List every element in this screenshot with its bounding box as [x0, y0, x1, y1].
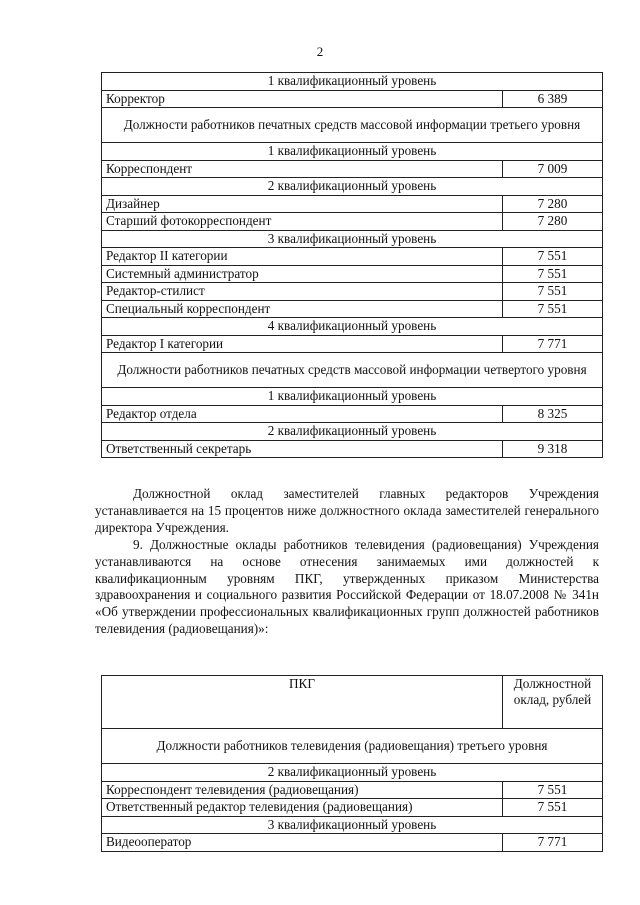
table-row — [102, 248, 603, 266]
paragraph-tv-salaries — [95, 537, 599, 638]
table-body — [102, 729, 603, 852]
salary-value: 7 771 — [503, 834, 603, 852]
position-name: Корреспондент — [102, 160, 503, 178]
header-salary: Должностной оклад, рублей — [503, 676, 603, 729]
table-row — [102, 195, 603, 213]
group-heading: Должности работников телевидения (радиовещания) третьего уровня — [102, 729, 603, 764]
salary-value: 6 389 — [502, 90, 602, 108]
group-heading-row — [102, 230, 603, 248]
position-name: Видеооператор — [102, 834, 503, 852]
position-name: Ответственный редактор телевидения (радиовещания) — [102, 799, 503, 817]
salary-value: 7 551 — [502, 300, 602, 318]
group-heading: Должности работников печатных средств массовой информации четвертого уровня — [102, 353, 603, 388]
table-row — [102, 440, 603, 458]
table-row — [102, 405, 603, 423]
group-heading-row — [102, 353, 603, 388]
table-row — [102, 799, 603, 817]
table-row — [102, 213, 603, 231]
group-heading-row — [102, 318, 603, 336]
group-heading-row — [102, 729, 603, 764]
header-pkg: ПКГ — [102, 676, 503, 729]
table-row — [102, 160, 603, 178]
table-row — [102, 90, 603, 108]
position-name: Системный администратор — [102, 265, 503, 283]
group-heading: 3 квалификационный уровень — [102, 816, 603, 834]
salary-value: 7 551 — [502, 283, 602, 301]
position-name: Ответственный секретарь — [102, 440, 503, 458]
page-number: 2 — [316, 44, 324, 59]
table-row — [102, 283, 603, 301]
position-name: Корреспондент телевидения (радиовещания) — [102, 781, 503, 799]
table-header-row — [102, 676, 603, 729]
table-row — [102, 265, 603, 283]
table-row — [102, 781, 603, 799]
group-heading: Должности работников печатных средств массовой информации третьего уровня — [102, 108, 603, 143]
group-heading-row — [102, 816, 603, 834]
position-name: Редактор отдела — [102, 405, 503, 423]
table-row — [102, 834, 603, 852]
salary-value: 7 009 — [502, 160, 602, 178]
group-heading-row — [102, 108, 603, 143]
group-heading: 2 квалификационный уровень — [102, 423, 603, 441]
group-heading: 3 квалификационный уровень — [102, 230, 603, 248]
group-heading: 2 квалификационный уровень — [102, 764, 603, 782]
table-row — [102, 300, 603, 318]
salary-table-television — [101, 675, 603, 852]
paragraph-text: 9. Должностные оклады работников телевидения (радиовещания) Учреждения устанавливаются на основе отнесения занимаемых ими должностей к квалификационным уровням ПКГ, утвержденных приказом Министерства здравоохранения и социального развития Российской Федерации от 18.07.2008 № 341н «Об утверждении профессиональных квалификационных групп должностей работников телевидения (радиовещания)»: — [95, 537, 599, 636]
group-heading-row — [102, 388, 603, 406]
group-heading-row — [102, 423, 603, 441]
position-name: Редактор I категории — [102, 335, 503, 353]
paragraph-text: Должностной оклад заместителей главных редакторов Учреждения устанавливается на 15 процентов ниже должностного оклада заместителей генерального директора Учреждения. — [95, 486, 599, 535]
position-name: Корректор — [102, 90, 503, 108]
salary-value: 7 551 — [502, 248, 602, 266]
salary-value: 7 551 — [503, 781, 603, 799]
group-heading-row — [102, 73, 603, 91]
table-row — [102, 335, 603, 353]
paragraph-deputy-editors — [95, 486, 599, 536]
position-name: Старший фотокорреспондент — [102, 213, 503, 231]
salary-table-print-media — [101, 72, 603, 458]
group-heading-row — [102, 764, 603, 782]
position-name: Дизайнер — [102, 195, 503, 213]
group-heading: 1 квалификационный уровень — [102, 73, 603, 91]
salary-value: 7 551 — [503, 799, 603, 817]
salary-value: 7 280 — [502, 213, 602, 231]
group-heading-row — [102, 143, 603, 161]
position-name: Специальный корреспондент — [102, 300, 503, 318]
salary-value: 7 551 — [502, 265, 602, 283]
group-heading: 2 квалификационный уровень — [102, 178, 603, 196]
group-heading: 1 квалификационный уровень — [102, 143, 603, 161]
group-heading-row — [102, 178, 603, 196]
group-heading: 1 квалификационный уровень — [102, 388, 603, 406]
salary-value: 9 318 — [502, 440, 602, 458]
salary-value: 8 325 — [502, 405, 602, 423]
table-body — [102, 73, 603, 458]
salary-value: 7 771 — [502, 335, 602, 353]
position-name: Редактор-стилист — [102, 283, 503, 301]
salary-value: 7 280 — [502, 195, 602, 213]
position-name: Редактор II категории — [102, 248, 503, 266]
group-heading: 4 квалификационный уровень — [102, 318, 603, 336]
